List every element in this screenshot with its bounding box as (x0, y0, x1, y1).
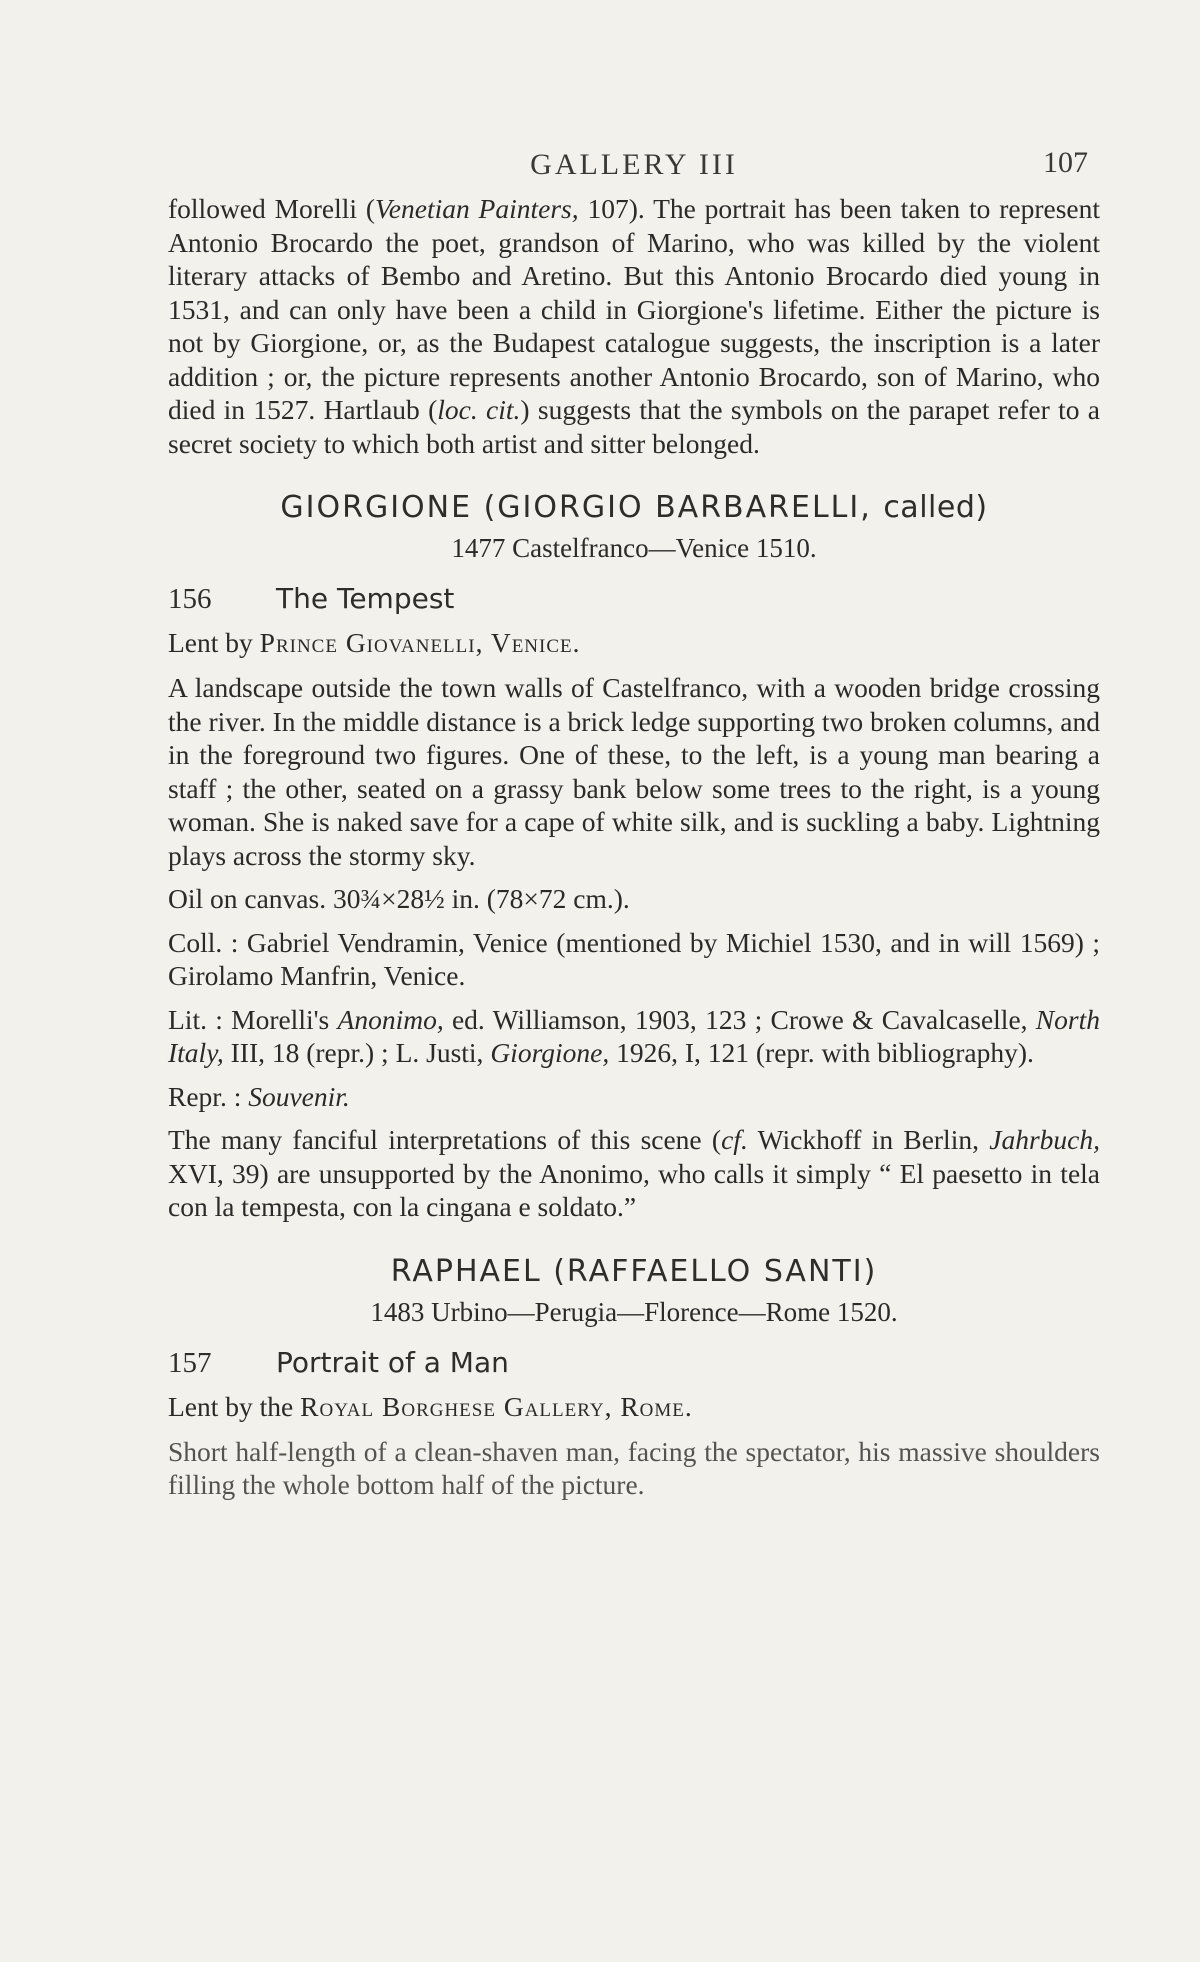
description-156: A landscape outside the town walls of Castelfranco, with a wooden bridge crossing the river. In the middle distance is a brick ledge supporting two broken columns, and in the foreground two figures. One of these, to the left, is a young man bearing a staff ; the other, seated on a grassy bank below some trees to the right, is a young woman. She is naked save for a cape of white silk, and is suckling a baby. Lightning plays across the stormy sky. (168, 672, 1100, 871)
artist-name-suffix: called) (883, 490, 988, 525)
note-text-c: Wickhoff in Berlin, (747, 1124, 990, 1155)
lender-157 (168, 1390, 1100, 1423)
running-header (168, 140, 1100, 192)
intro-italic-title: Venetian Painters, (375, 193, 579, 224)
lender-name: Prince Giovanelli, Venice. (259, 627, 581, 658)
intro-paragraph (168, 192, 1100, 460)
collection-156: Coll. : Gabriel Vendramin, Venice (mentioned by Michiel 1530, and in will 1569) ; Girolamo Manfrin, Venice. (168, 926, 1100, 991)
repr-label: Repr. : (168, 1080, 249, 1112)
artist-dates-raphael: 1483 Urbino—Perugia—Florence—Rome 1520. (370, 1296, 898, 1327)
book-page (168, 140, 1100, 1512)
description-157: Short half-length of a clean-shaven man, facing the spectator, his massive shoulders filling the whole bottom half of the picture. (168, 1435, 1100, 1500)
artist-name: GIORGIONE (GIORGIO BARBARELLI, (280, 490, 884, 525)
intro-text-1: followed Morelli ( (168, 193, 376, 224)
artist-heading-raphael: RAPHAEL (RAFFAELLO SANTI) (390, 1253, 878, 1289)
entry-number: 157 (168, 1346, 212, 1379)
lit-italic-anonimo: Anonimo, (337, 1003, 444, 1035)
entry-number: 156 (168, 583, 212, 615)
note-text-a: The many fanciful interpretations of this scene ( (168, 1124, 722, 1155)
intro-text-2: 107). The portrait has been taken to represent Antonio Brocardo the poet, grandson of Marino, who was killed by the violent literary attacks of Bembo and Aretino. But this Antonio Brocardo died young in 1531, and can only have been a child in Giorgione's lifetime. Either the picture is not by Giorgione, or, as the Budapest catalogue suggests, the inscription is a later addition ; or, the picture represents another Antonio Brocardo, son of Marino, who died in 1527. Hartlaub ( (168, 193, 1100, 425)
note-text-e: XVI, 39) are unsupported by the Anonimo, who calls it simply “ El paesetto in tela con la tempesta, con la cingana e soldato.” (168, 1157, 1100, 1222)
running-title: GALLERY III (530, 148, 738, 181)
intro-text-3: ) suggests that the symbols on the parapet refer to a secret society to which both artist and sitter belonged. (168, 394, 1100, 459)
literature-156 (168, 1003, 1100, 1070)
lit-text-c: ed. Williamson, 1903, 123 ; Crowe & Cavalcaselle, (443, 1003, 1036, 1035)
note-italic-cf: cf. (721, 1124, 748, 1155)
entry-title-text: The Tempest (276, 582, 455, 615)
lender-156 (168, 626, 1100, 659)
lent-by-label: Lent by the (168, 1390, 301, 1422)
lit-text-e: III, 18 (repr.) ; L. Justi, (223, 1037, 491, 1068)
lit-italic-giorgione: Giorgione, (490, 1037, 610, 1068)
lender-name: Royal Borghese Gallery, Rome. (300, 1390, 693, 1422)
entry-title-text: Portrait of a Man (276, 1345, 509, 1379)
lit-text-a: Lit. : Morelli's (168, 1003, 338, 1035)
page-number: 107 (1043, 146, 1088, 179)
lit-text-g: 1926, I, 121 (repr. with bibliography). (609, 1037, 1034, 1068)
lent-by-label: Lent by (168, 627, 260, 658)
entry-title-156 (168, 582, 1100, 616)
note-italic-jahrbuch: Jahrbuch, (989, 1124, 1101, 1155)
reproduction-156 (168, 1080, 1100, 1114)
artist-dates-giorgione: 1477 Castelfranco—Venice 1510. (451, 533, 817, 563)
artist-heading-giorgione (168, 490, 1100, 525)
lit-italic-north-italy: North Italy, (168, 1003, 1100, 1068)
note-156 (168, 1123, 1100, 1224)
medium-156: Oil on canvas. 30¾×28½ in. (78×72 cm.). (168, 883, 630, 914)
entry-title-157 (168, 1346, 1100, 1380)
repr-value: Souvenir. (248, 1080, 350, 1112)
intro-italic-loc-cit: loc. cit. (437, 394, 521, 425)
